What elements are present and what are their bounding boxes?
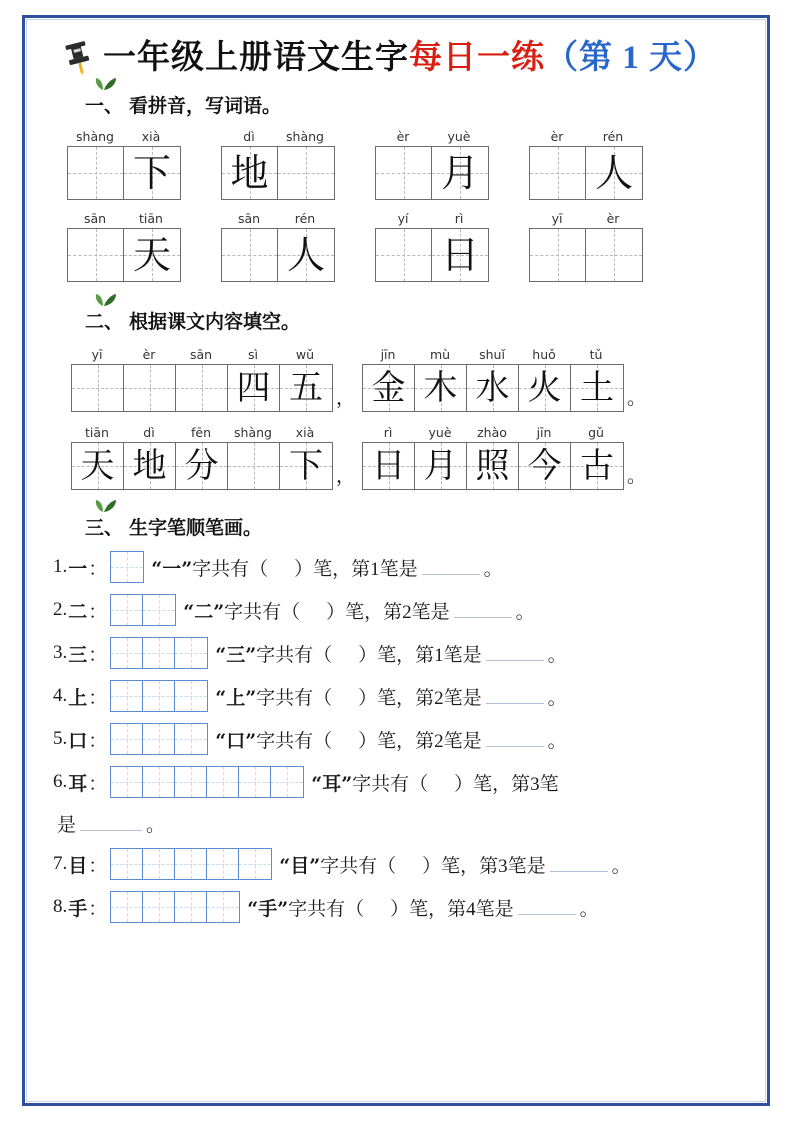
question-text-a: 字共有（ bbox=[256, 644, 333, 666]
question-text bbox=[247, 894, 598, 921]
pinyin-label: jīn bbox=[380, 347, 396, 362]
section-1-rows bbox=[43, 128, 749, 282]
section-1-number: 一、 bbox=[85, 96, 124, 117]
title-black: 一年级上册语文生字 bbox=[103, 39, 409, 76]
pinyin-label: èr bbox=[396, 129, 410, 144]
tianzige-cell[interactable] bbox=[111, 724, 143, 754]
question-text-b: ）笔，第2笔是 bbox=[326, 601, 450, 623]
pinyin-line bbox=[67, 210, 181, 228]
tianzige-cell[interactable] bbox=[530, 147, 586, 199]
tianzige-cell[interactable] bbox=[143, 681, 175, 711]
tianzige-cell[interactable] bbox=[239, 767, 271, 797]
question-text bbox=[151, 554, 502, 581]
question-index: 5. bbox=[53, 728, 68, 749]
tianzige-cell[interactable] bbox=[519, 365, 571, 411]
section-heading-3 bbox=[85, 510, 749, 540]
question-text bbox=[215, 726, 566, 753]
handwritten-character: 今 bbox=[527, 446, 562, 486]
tianzige-cell[interactable] bbox=[175, 638, 207, 668]
tianzige-cell[interactable] bbox=[415, 443, 467, 489]
question-text-a: 字共有（ bbox=[256, 730, 333, 752]
tianzige-cell[interactable] bbox=[143, 892, 175, 922]
sentence-row bbox=[43, 424, 749, 490]
answer-blank[interactable] bbox=[486, 732, 544, 747]
handwritten-character: 人 bbox=[286, 233, 325, 277]
period-punctuation: 。 bbox=[611, 855, 631, 877]
tianzige-cell[interactable] bbox=[363, 365, 415, 411]
tianzige-cell[interactable] bbox=[143, 724, 175, 754]
tianzige-cell[interactable] bbox=[111, 595, 143, 625]
tianzige-cell[interactable] bbox=[176, 365, 228, 411]
question-character: 一 bbox=[68, 557, 88, 580]
handwritten-character: 金 bbox=[371, 368, 406, 408]
pinyin-line bbox=[362, 346, 624, 364]
word-entry bbox=[67, 128, 181, 200]
tianzige-grid[interactable] bbox=[110, 848, 272, 880]
pinyin-label: tiān bbox=[139, 211, 163, 226]
colon-separator: ： bbox=[88, 730, 108, 752]
handwritten-character: 分 bbox=[184, 446, 219, 486]
tianzige-cell[interactable] bbox=[111, 681, 143, 711]
handwritten-character: 下 bbox=[132, 151, 171, 195]
tianzige-cell[interactable] bbox=[143, 595, 175, 625]
pinyin-label: yuè bbox=[447, 129, 471, 144]
tianzige-grid[interactable] bbox=[110, 723, 208, 755]
handwritten-character: 地 bbox=[132, 446, 167, 486]
question-text-b: ）笔，第2笔是 bbox=[358, 730, 482, 752]
tianzige-cell[interactable] bbox=[228, 365, 280, 411]
colon-separator: ： bbox=[88, 773, 108, 795]
pinyin-label: rì bbox=[383, 425, 393, 440]
pinyin-label: èr bbox=[606, 211, 620, 226]
tianzige-grid[interactable] bbox=[110, 766, 304, 798]
section-heading-1 bbox=[85, 88, 749, 118]
tianzige-cell[interactable] bbox=[175, 767, 207, 797]
tianzige-cell[interactable] bbox=[111, 638, 143, 668]
stroke-question-row bbox=[43, 680, 749, 712]
answer-blank[interactable] bbox=[486, 646, 544, 661]
tianzige-cell[interactable] bbox=[432, 229, 488, 281]
pinyin-line bbox=[71, 346, 333, 364]
question-index: 7. bbox=[53, 853, 68, 874]
pinyin-label: èr bbox=[142, 347, 156, 362]
tianzige-cell[interactable] bbox=[111, 892, 143, 922]
word-entry bbox=[375, 128, 489, 200]
stroke-question-row bbox=[43, 637, 749, 669]
question-text-a: 字共有（ bbox=[320, 855, 397, 877]
question-text bbox=[215, 640, 566, 667]
tianzige-cell[interactable] bbox=[467, 443, 519, 489]
question-index: 4. bbox=[53, 685, 68, 706]
tianzige-cell[interactable] bbox=[68, 147, 124, 199]
pinyin-label: sì bbox=[248, 347, 258, 362]
tianzige-cell[interactable] bbox=[124, 147, 180, 199]
sentence-clause-left bbox=[71, 424, 333, 490]
tianzige-cell[interactable] bbox=[586, 147, 642, 199]
sentence-row bbox=[43, 346, 749, 412]
tianzige-cell[interactable] bbox=[222, 147, 278, 199]
stroke-question-continuation bbox=[57, 810, 749, 837]
question-text-a: 字共有（ bbox=[288, 898, 365, 920]
section-2-title: 根据课文内容填空。 bbox=[129, 312, 301, 333]
tianzige-grid[interactable] bbox=[67, 146, 181, 200]
tianzige-cell[interactable] bbox=[271, 767, 303, 797]
handwritten-character: 五 bbox=[289, 368, 323, 408]
question-text-b: ）笔，第3笔是 bbox=[422, 855, 546, 877]
pinyin-label: dì bbox=[143, 425, 155, 440]
quoted-character: “上” bbox=[215, 686, 257, 709]
answer-blank[interactable] bbox=[454, 603, 512, 618]
question-text-a: 字共有（ bbox=[352, 773, 429, 795]
question-text-b: ）笔，第1笔是 bbox=[294, 558, 418, 580]
colon-separator: ： bbox=[88, 558, 108, 580]
question-character: 口 bbox=[68, 729, 88, 752]
pinyin-label: shuǐ bbox=[479, 347, 505, 362]
pinyin-label: èr bbox=[550, 129, 564, 144]
quoted-character: “二” bbox=[183, 600, 225, 623]
pinyin-label: tiān bbox=[85, 425, 109, 440]
tianzige-cell[interactable] bbox=[72, 365, 124, 411]
tianzige-cell[interactable] bbox=[175, 681, 207, 711]
tianzige-grid[interactable] bbox=[110, 637, 208, 669]
pinyin-label: shàng bbox=[286, 129, 324, 144]
tianzige-cell[interactable] bbox=[143, 638, 175, 668]
tianzige-cell[interactable] bbox=[111, 849, 143, 879]
pinyin-line bbox=[529, 128, 643, 146]
handwritten-character: 地 bbox=[230, 151, 269, 195]
leaf-icon bbox=[91, 74, 117, 92]
pinyin-label: rén bbox=[294, 211, 316, 226]
handwritten-character: 木 bbox=[423, 368, 458, 408]
handwritten-character: 下 bbox=[289, 446, 323, 486]
section-heading-2 bbox=[85, 304, 749, 334]
handwritten-character: 日 bbox=[371, 446, 406, 486]
tianzige-cell[interactable] bbox=[72, 443, 124, 489]
question-character: 手 bbox=[68, 897, 88, 920]
tianzige-cell[interactable] bbox=[143, 767, 175, 797]
section-1-title: 看拼音，写词语。 bbox=[129, 96, 282, 117]
word-row bbox=[43, 128, 749, 200]
period-punctuation: 。 bbox=[146, 815, 166, 836]
question-text-b: ）笔，第2笔是 bbox=[358, 687, 482, 709]
pinyin-label: xià bbox=[141, 129, 161, 144]
answer-blank[interactable] bbox=[422, 560, 480, 575]
tianzige-cell[interactable] bbox=[175, 892, 207, 922]
pinyin-label: huǒ bbox=[532, 347, 556, 362]
tianzige-grid[interactable] bbox=[110, 891, 240, 923]
stroke-question-row bbox=[43, 594, 749, 626]
pinyin-label: sān bbox=[237, 211, 261, 226]
handwritten-character: 火 bbox=[527, 368, 562, 408]
pinyin-label: wǔ bbox=[295, 347, 315, 362]
sentence-clause-left bbox=[71, 346, 333, 412]
comma-punctuation: ， bbox=[336, 388, 356, 409]
handwritten-character: 照 bbox=[475, 446, 510, 486]
quoted-character: “三” bbox=[215, 643, 257, 666]
leaf-icon bbox=[91, 496, 117, 514]
period-punctuation: 。 bbox=[547, 730, 567, 752]
pinyin-label: mù bbox=[429, 347, 451, 362]
pinyin-label: shàng bbox=[76, 129, 114, 144]
pinyin-label: tǔ bbox=[589, 347, 603, 362]
tianzige-cell[interactable] bbox=[207, 849, 239, 879]
tianzige-cell[interactable] bbox=[124, 229, 180, 281]
continuation-prefix: 是 bbox=[57, 815, 77, 836]
handwritten-character: 日 bbox=[440, 233, 479, 277]
question-character: 耳 bbox=[68, 772, 88, 795]
tianzige-cell[interactable] bbox=[143, 849, 175, 879]
handwritten-character: 人 bbox=[594, 151, 633, 195]
pinyin-line bbox=[221, 128, 335, 146]
pinyin-label: rén bbox=[602, 129, 624, 144]
tianzige-cell[interactable] bbox=[278, 147, 334, 199]
colon-separator: ： bbox=[88, 644, 108, 666]
pinyin-label: sān bbox=[189, 347, 213, 362]
tianzige-cell[interactable] bbox=[124, 365, 176, 411]
tianzige-cell[interactable] bbox=[111, 767, 143, 797]
handwritten-character: 月 bbox=[440, 151, 479, 195]
pinyin-label: yī bbox=[551, 211, 563, 226]
pinyin-label: zhào bbox=[477, 425, 507, 440]
stroke-question-row bbox=[43, 766, 749, 798]
question-index: 6. bbox=[53, 771, 68, 792]
answer-blank[interactable] bbox=[550, 857, 608, 872]
tianzige-cell[interactable] bbox=[376, 147, 432, 199]
word-entry bbox=[375, 210, 489, 282]
tianzige-cell[interactable] bbox=[432, 147, 488, 199]
colon-separator: ： bbox=[88, 898, 108, 920]
tianzige-cell[interactable] bbox=[415, 365, 467, 411]
stroke-question-row bbox=[43, 723, 749, 755]
colon-separator: ： bbox=[88, 687, 108, 709]
question-index: 2. bbox=[53, 599, 68, 620]
question-text bbox=[183, 597, 534, 624]
tianzige-cell[interactable] bbox=[239, 849, 271, 879]
pinyin-line bbox=[67, 128, 181, 146]
tianzige-cell[interactable] bbox=[111, 552, 143, 582]
period-punctuation: 。 bbox=[515, 601, 535, 623]
pinyin-line bbox=[529, 210, 643, 228]
tianzige-cell[interactable] bbox=[280, 443, 332, 489]
tianzige-cell[interactable] bbox=[363, 443, 415, 489]
word-row bbox=[43, 210, 749, 282]
page-title bbox=[61, 38, 749, 78]
tianzige-cell[interactable] bbox=[571, 443, 623, 489]
tianzige-cell[interactable] bbox=[175, 849, 207, 879]
pinyin-line bbox=[375, 210, 489, 228]
tianzige-cell[interactable] bbox=[222, 229, 278, 281]
question-text-a: 字共有（ bbox=[192, 558, 269, 580]
tianzige-cell[interactable] bbox=[176, 443, 228, 489]
word-entry bbox=[67, 210, 181, 282]
stroke-question-row bbox=[43, 891, 749, 923]
tianzige-cell[interactable] bbox=[280, 365, 332, 411]
tianzige-grid[interactable] bbox=[375, 228, 489, 282]
tianzige-grid[interactable] bbox=[71, 442, 333, 490]
handwritten-character: 四 bbox=[236, 368, 271, 408]
question-text-b: ）笔，第1笔是 bbox=[358, 644, 482, 666]
pinyin-label: jīn bbox=[536, 425, 552, 440]
question-text bbox=[311, 769, 558, 796]
quoted-character: “手” bbox=[247, 897, 289, 920]
tianzige-cell[interactable] bbox=[278, 229, 334, 281]
stroke-question-row bbox=[43, 848, 749, 880]
question-text-b: ）笔，第3笔 bbox=[454, 773, 559, 795]
handwritten-character: 水 bbox=[475, 368, 510, 408]
quoted-character: “目” bbox=[279, 854, 321, 877]
comma-punctuation: ， bbox=[336, 466, 356, 487]
tianzige-grid[interactable] bbox=[110, 594, 176, 626]
pinyin-label: fēn bbox=[190, 425, 211, 440]
tianzige-cell[interactable] bbox=[571, 365, 623, 411]
pinyin-line bbox=[221, 210, 335, 228]
pinyin-label: dì bbox=[243, 129, 255, 144]
worksheet-content bbox=[25, 18, 767, 1103]
handwritten-character: 天 bbox=[132, 233, 171, 277]
period-punctuation: 。 bbox=[627, 466, 647, 487]
tianzige-grid[interactable] bbox=[110, 680, 208, 712]
tianzige-cell[interactable] bbox=[207, 767, 239, 797]
tianzige-cell[interactable] bbox=[207, 892, 239, 922]
pinyin-label: rì bbox=[454, 211, 464, 226]
tianzige-grid[interactable] bbox=[362, 442, 624, 490]
tianzige-grid[interactable] bbox=[221, 146, 335, 200]
quoted-character: “耳” bbox=[311, 772, 353, 795]
tianzige-cell[interactable] bbox=[586, 229, 642, 281]
title-red: 每日一练 bbox=[409, 39, 545, 76]
question-index: 3. bbox=[53, 642, 68, 663]
word-entry bbox=[529, 210, 643, 282]
tianzige-grid[interactable] bbox=[71, 364, 333, 412]
tianzige-grid[interactable] bbox=[529, 228, 643, 282]
question-index: 8. bbox=[53, 896, 68, 917]
section-2-rows bbox=[43, 346, 749, 490]
question-character: 目 bbox=[68, 854, 88, 877]
title-text bbox=[103, 40, 717, 76]
period-punctuation: 。 bbox=[483, 558, 503, 580]
sentence-clause-right bbox=[362, 346, 624, 412]
pinyin-label: xià bbox=[295, 425, 315, 440]
title-blue: （第 1 天） bbox=[545, 39, 717, 76]
section-3-title: 生字笔顺笔画。 bbox=[129, 518, 263, 539]
tianzige-cell[interactable] bbox=[519, 443, 571, 489]
pinyin-label: yí bbox=[397, 211, 409, 226]
handwritten-character: 土 bbox=[580, 368, 615, 408]
word-entry bbox=[529, 128, 643, 200]
period-punctuation: 。 bbox=[547, 644, 567, 666]
tianzige-grid[interactable] bbox=[362, 364, 624, 412]
pinyin-label: sān bbox=[83, 211, 107, 226]
tianzige-grid[interactable] bbox=[221, 228, 335, 282]
handwritten-character: 天 bbox=[80, 446, 115, 486]
tianzige-cell[interactable] bbox=[175, 724, 207, 754]
section-3-number: 三、 bbox=[85, 518, 124, 539]
colon-separator: ： bbox=[88, 601, 108, 623]
question-text-b: ）笔，第4笔是 bbox=[390, 898, 514, 920]
question-text-a: 字共有（ bbox=[256, 687, 333, 709]
period-punctuation: 。 bbox=[579, 898, 599, 920]
pinyin-label: yī bbox=[91, 347, 103, 362]
period-punctuation: 。 bbox=[627, 388, 647, 409]
tianzige-cell[interactable] bbox=[228, 443, 280, 489]
tianzige-cell[interactable] bbox=[376, 229, 432, 281]
tianzige-cell[interactable] bbox=[467, 365, 519, 411]
question-text bbox=[279, 851, 630, 878]
pinyin-label: yuè bbox=[428, 425, 452, 440]
pushpin-icon bbox=[61, 38, 95, 78]
section-2-number: 二、 bbox=[85, 312, 124, 333]
question-text bbox=[215, 683, 566, 710]
page-border-frame bbox=[22, 15, 770, 1106]
tianzige-grid[interactable] bbox=[529, 146, 643, 200]
question-index: 1. bbox=[53, 556, 68, 577]
sentence-clause-right bbox=[362, 424, 624, 490]
answer-blank[interactable] bbox=[486, 689, 544, 704]
colon-separator: ： bbox=[88, 855, 108, 877]
period-punctuation: 。 bbox=[547, 687, 567, 709]
question-character: 三 bbox=[68, 643, 88, 666]
word-entry bbox=[221, 128, 335, 200]
handwritten-character: 古 bbox=[580, 446, 615, 486]
tianzige-cell[interactable] bbox=[530, 229, 586, 281]
stroke-question-row bbox=[43, 551, 749, 583]
pinyin-label: gǔ bbox=[588, 425, 604, 440]
pinyin-line bbox=[375, 128, 489, 146]
tianzige-cell[interactable] bbox=[124, 443, 176, 489]
pinyin-label: shàng bbox=[234, 425, 272, 440]
tianzige-grid[interactable] bbox=[110, 551, 144, 583]
question-character: 上 bbox=[68, 686, 88, 709]
section-3-questions bbox=[43, 551, 749, 923]
tianzige-grid[interactable] bbox=[375, 146, 489, 200]
pinyin-line bbox=[71, 424, 333, 442]
answer-blank[interactable] bbox=[80, 816, 142, 831]
pinyin-line bbox=[362, 424, 624, 442]
word-entry bbox=[221, 210, 335, 282]
tianzige-cell[interactable] bbox=[68, 229, 124, 281]
answer-blank[interactable] bbox=[518, 900, 576, 915]
question-character: 二 bbox=[68, 600, 88, 623]
tianzige-grid[interactable] bbox=[67, 228, 181, 282]
question-text-a: 字共有（ bbox=[224, 601, 301, 623]
handwritten-character: 月 bbox=[423, 446, 458, 486]
quoted-character: “一” bbox=[151, 557, 193, 580]
leaf-icon bbox=[91, 290, 117, 308]
quoted-character: “口” bbox=[215, 729, 257, 752]
